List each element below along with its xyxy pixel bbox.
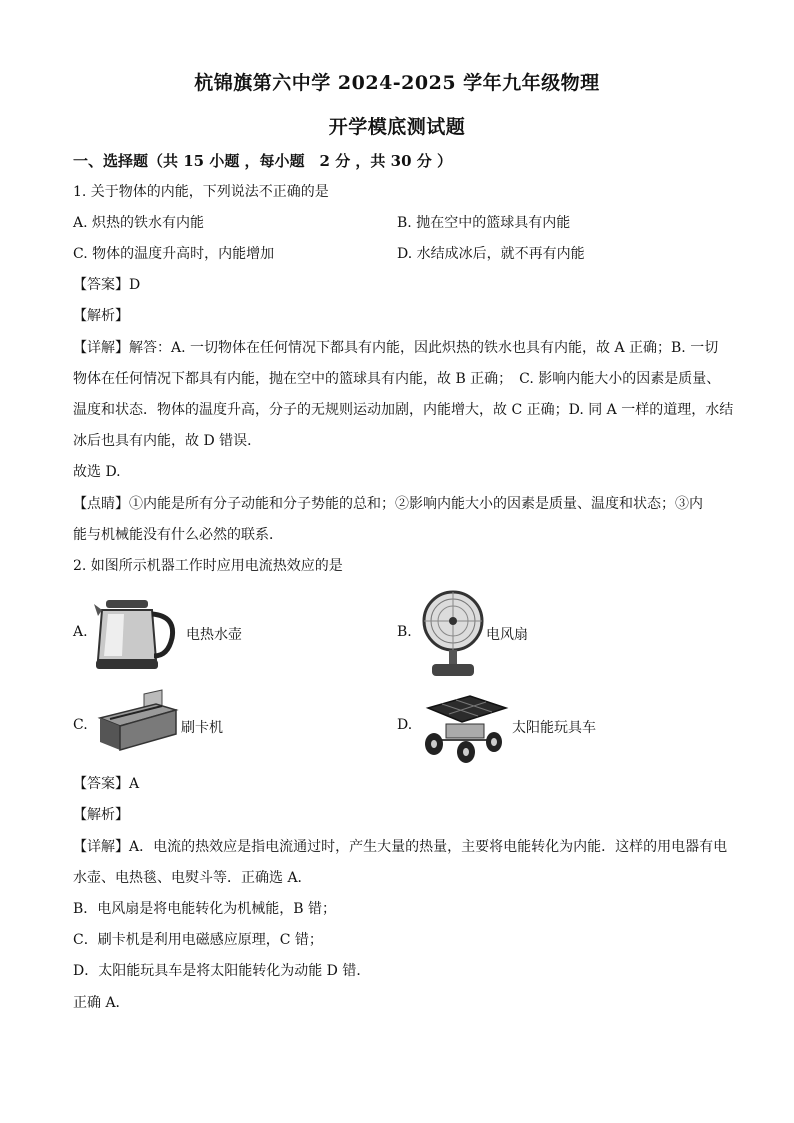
q1-option-d: D. 水结成冰后，就不再有内能 xyxy=(397,246,585,262)
q2-option-c-name: 刷卡机 xyxy=(181,720,223,736)
q2-detail-4: C．刷卡机是利用电磁感应原理，C 错； xyxy=(73,932,323,948)
q2-option-b-name: 电风扇 xyxy=(486,627,528,643)
q2-detail-1: 【详解】A．电流的热效应是指电流通过时，产生大量的热量，主要将电能转化为内能．这样的用电器有电 xyxy=(73,839,728,855)
q1-conclusion: 故选 D. xyxy=(73,464,121,480)
q1-detail-2: 物体在任何情况下都具有内能，抛在空中的篮球具有内能，故 B 正确； C. 影响内能大小的因素是质量、 xyxy=(73,371,721,387)
q2-option-d-letter: D. xyxy=(397,717,413,733)
q2-option-c-letter: C. xyxy=(73,717,88,733)
q1-tip-1: 【点睛】①内能是所有分子动能和分子势能的总和；②影响内能大小的因素是质量、温度和状态；③内 xyxy=(73,496,703,512)
q1-detail-3: 温度和状态．物体的温度升高，分子的无规则运动加剧，内能增大，故 C 正确；D. 同 A 一样的道理，水结 xyxy=(73,402,734,418)
q2-option-a-letter: A. xyxy=(73,624,88,640)
q1-option-c: C. 物体的温度升高时，内能增加 xyxy=(73,246,275,262)
page-title-line1: 杭锦旗第六中学 2024-2025 学年九年级物理 xyxy=(194,72,600,94)
q1-detail-1: 【详解】解答：A. 一切物体在任何情况下都具有内能，因此炽热的铁水也具有内能，故 A 正确；B. 一切 xyxy=(73,340,719,356)
q1-stem: 1. 关于物体的内能，下列说法不正确的是 xyxy=(73,184,329,200)
q2-option-b-letter: B. xyxy=(397,624,412,640)
q2-detail-3: B．电风扇是将电能转化为机械能，B 错； xyxy=(73,901,337,917)
electric-kettle-image xyxy=(92,590,184,676)
q2-option-a-name: 电热水壶 xyxy=(186,627,242,643)
electric-fan-image xyxy=(420,590,486,682)
q1-answer: 【答案】D xyxy=(73,277,141,293)
q2-answer: 【答案】A xyxy=(73,776,140,792)
solar-toy-car-image xyxy=(416,688,510,768)
page-title-line2: 开学模底测试题 xyxy=(328,116,466,138)
q1-option-b: B. 抛在空中的篮球具有内能 xyxy=(397,215,571,231)
q2-detail-5: D．太阳能玩具车是将太阳能转化为动能 D 错． xyxy=(73,963,371,979)
section-heading: 一、选择题（共 15 小题 ，每小题 2 分 ，共 30 分 ） xyxy=(73,152,452,170)
q1-detail-4: 冰后也具有内能，故 D 错误． xyxy=(73,433,262,449)
q2-detail-2: 水壶、电热毯、电熨斗等．正确选 A． xyxy=(73,870,312,886)
q2-analysis: 【解析】 xyxy=(73,807,129,823)
q2-stem: 2. 如图所示机器工作时应用电流热效应的是 xyxy=(73,558,343,574)
q2-option-d-name: 太阳能玩具车 xyxy=(512,720,596,736)
q1-option-a: A. 炽热的铁水有内能 xyxy=(73,215,205,231)
q1-tip-2: 能与机械能没有什么必然的联系． xyxy=(73,527,283,543)
card-reader-image xyxy=(96,688,180,754)
q1-analysis: 【解析】 xyxy=(73,308,129,324)
q2-conclusion: 正确 A． xyxy=(73,995,130,1011)
